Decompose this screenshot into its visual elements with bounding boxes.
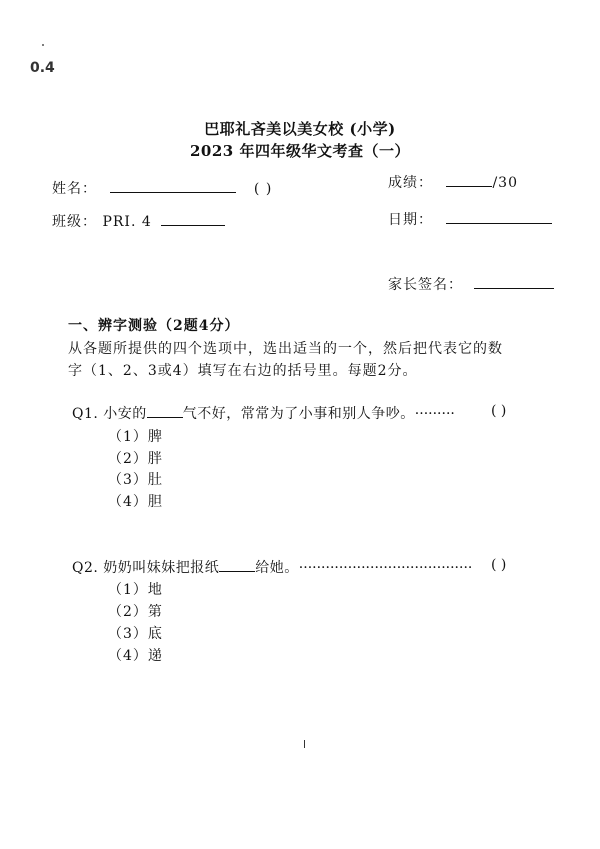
answer-box-q2[interactable]: ( ): [491, 557, 507, 573]
option-q2-1: （1）地: [108, 582, 163, 598]
page-mark: [304, 740, 305, 748]
question-text-before: 小安的: [103, 406, 147, 422]
date-blank[interactable]: [446, 209, 552, 224]
answer-blank[interactable]: [147, 404, 183, 418]
answer-box-q1[interactable]: ( ): [491, 403, 507, 419]
question-text-after: 气不好，常常为了小事和别人争吵。: [182, 406, 415, 422]
parent-signature-field: [388, 274, 554, 294]
exam-title: 2023 年四年级华文考查（一）: [190, 142, 410, 160]
question-text-before: 奶奶叫妹妹把报纸: [103, 560, 220, 576]
option-q1-4: （4）胆: [108, 494, 163, 510]
parent-signature-label: 家长签名：: [388, 277, 463, 293]
class-field: [52, 211, 225, 231]
leader-dots: ·······································: [298, 560, 473, 576]
option-q1-2: （2）胖: [108, 451, 163, 467]
option-q1-1: （1）脾: [108, 429, 163, 445]
name-label: 姓名：: [52, 181, 97, 197]
section-heading: 一、辨字测验（2题4分）: [68, 318, 240, 334]
option-q2-2: （2）第: [108, 604, 163, 620]
name-blank[interactable]: [110, 178, 236, 193]
date-field: [388, 209, 552, 229]
question-2: [72, 557, 472, 577]
instruction-line-1: 从各题所提供的四个选项中，选出适当的一个，然后把代表它的数: [68, 341, 503, 357]
question-number: Q2.: [72, 560, 99, 576]
name-index-paren: ( ): [253, 181, 273, 197]
school-name: 巴耶礼吝美以美女校 (小学): [204, 120, 396, 138]
question-1: [72, 403, 455, 423]
parent-signature-blank[interactable]: [474, 274, 554, 289]
class-value: PRI. 4: [102, 214, 152, 230]
option-q1-3: （3）肚: [108, 472, 163, 488]
class-blank[interactable]: [161, 211, 225, 226]
score-label: 成绩：: [388, 175, 433, 191]
name-field: [52, 178, 272, 198]
question-number: Q1.: [72, 406, 99, 422]
answer-blank[interactable]: [219, 558, 255, 572]
option-q2-3: （3）底: [108, 626, 163, 642]
instruction-line-2: 字（1、2、3或4）填写在右边的括号里。每题2分。: [68, 363, 418, 379]
scan-speck: [42, 44, 44, 46]
score-field: [388, 172, 518, 192]
date-label: 日期：: [388, 212, 433, 228]
leader-dots: ·········: [414, 406, 455, 422]
score-blank[interactable]: [446, 172, 492, 187]
score-total: /30: [492, 175, 518, 191]
question-text-after: 给她。: [255, 560, 299, 576]
class-label: 班级：: [52, 214, 97, 230]
corner-mark: 0.4: [30, 60, 55, 76]
option-q2-4: （4）递: [108, 648, 163, 664]
